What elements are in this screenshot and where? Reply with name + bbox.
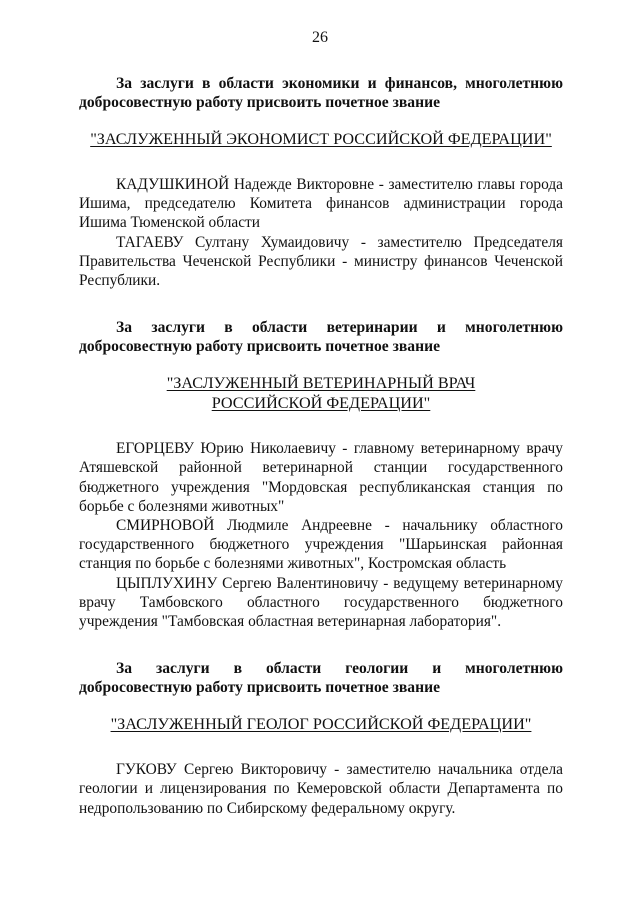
award-title-line: "ЗАСЛУЖЕННЫЙ ЭКОНОМИСТ РОССИЙСКОЙ ФЕДЕРАЦИИ"	[90, 130, 552, 148]
award-title	[79, 373, 563, 413]
awardee-entry: ЦЫПЛУХИНУ Сергею Валентиновичу - ведущему ветеринарному врачу Тамбовского областного государственного бюджетного учреждения "Тамбовская областная ветеринарная лаборатория".	[79, 574, 563, 631]
awardee-entry: КАДУШКИНОЙ Надежде Викторовне - заместителю главы города Ишима, председателю Комитета финансов администрации города Ишима Тюменской области	[79, 176, 563, 232]
intro-line: За заслуги в области геологии и многолетнюю	[116, 660, 563, 678]
award-title-line: "ЗАСЛУЖЕННЫЙ ГЕОЛОГ РОССИЙСКОЙ ФЕДЕРАЦИИ"	[110, 715, 532, 734]
intro-line: За заслуги в области экономики и финансов, многолетнюю	[116, 75, 563, 92]
awardee-entry: ТАГАЕВУ Султану Хумаидовичу - заместителю Председателя Правительства Чеченской Республики - министру финансов Чеченской Республики.	[79, 233, 563, 290]
intro-line: добросовестную работу присвоить почетное звание	[79, 679, 440, 697]
section-intro	[79, 659, 563, 697]
intro-line: За заслуги в области ветеринарии и многолетнюю	[116, 319, 563, 337]
award-title-line: РОССИЙСКОЙ ФЕДЕРАЦИИ"	[211, 394, 431, 413]
awardee-entry: СМИРНОВОЙ Людмиле Андреевне - начальнику областного государственного бюджетного учреждения "Шарьинская районная станция по борьбе с болезнями животных", Костромская область	[79, 517, 563, 573]
page-number: 26	[312, 29, 328, 46]
intro-line: добросовестную работу присвоить почетное звание	[79, 338, 440, 356]
awardee-entry: ГУКОВУ Сергею Викторовичу - заместителю начальника отдела геологии и лицензирования по Кемеровской области Департамента по недропользованию по Сибирскому федеральному округу.	[79, 761, 563, 817]
section-geologist	[79, 659, 563, 818]
section-intro	[79, 74, 563, 112]
award-title	[79, 129, 563, 149]
section-intro	[79, 318, 563, 356]
section-veterinarian	[79, 318, 563, 631]
award-title	[79, 714, 563, 734]
intro-line: добросовестную работу присвоить почетное звание	[79, 94, 440, 111]
award-title-line: "ЗАСЛУЖЕННЫЙ ВЕТЕРИНАРНЫЙ ВРАЧ	[166, 374, 476, 393]
document-body	[79, 74, 563, 818]
section-economist	[79, 74, 563, 290]
awardee-entry: ЕГОРЦЕВУ Юрию Николаевичу - главному ветеринарному врачу Атяшевской районной ветеринарной станции государственного бюджетного учреждения "Мордовская республиканская станция по борьбе с болезнями животных"	[79, 440, 563, 515]
